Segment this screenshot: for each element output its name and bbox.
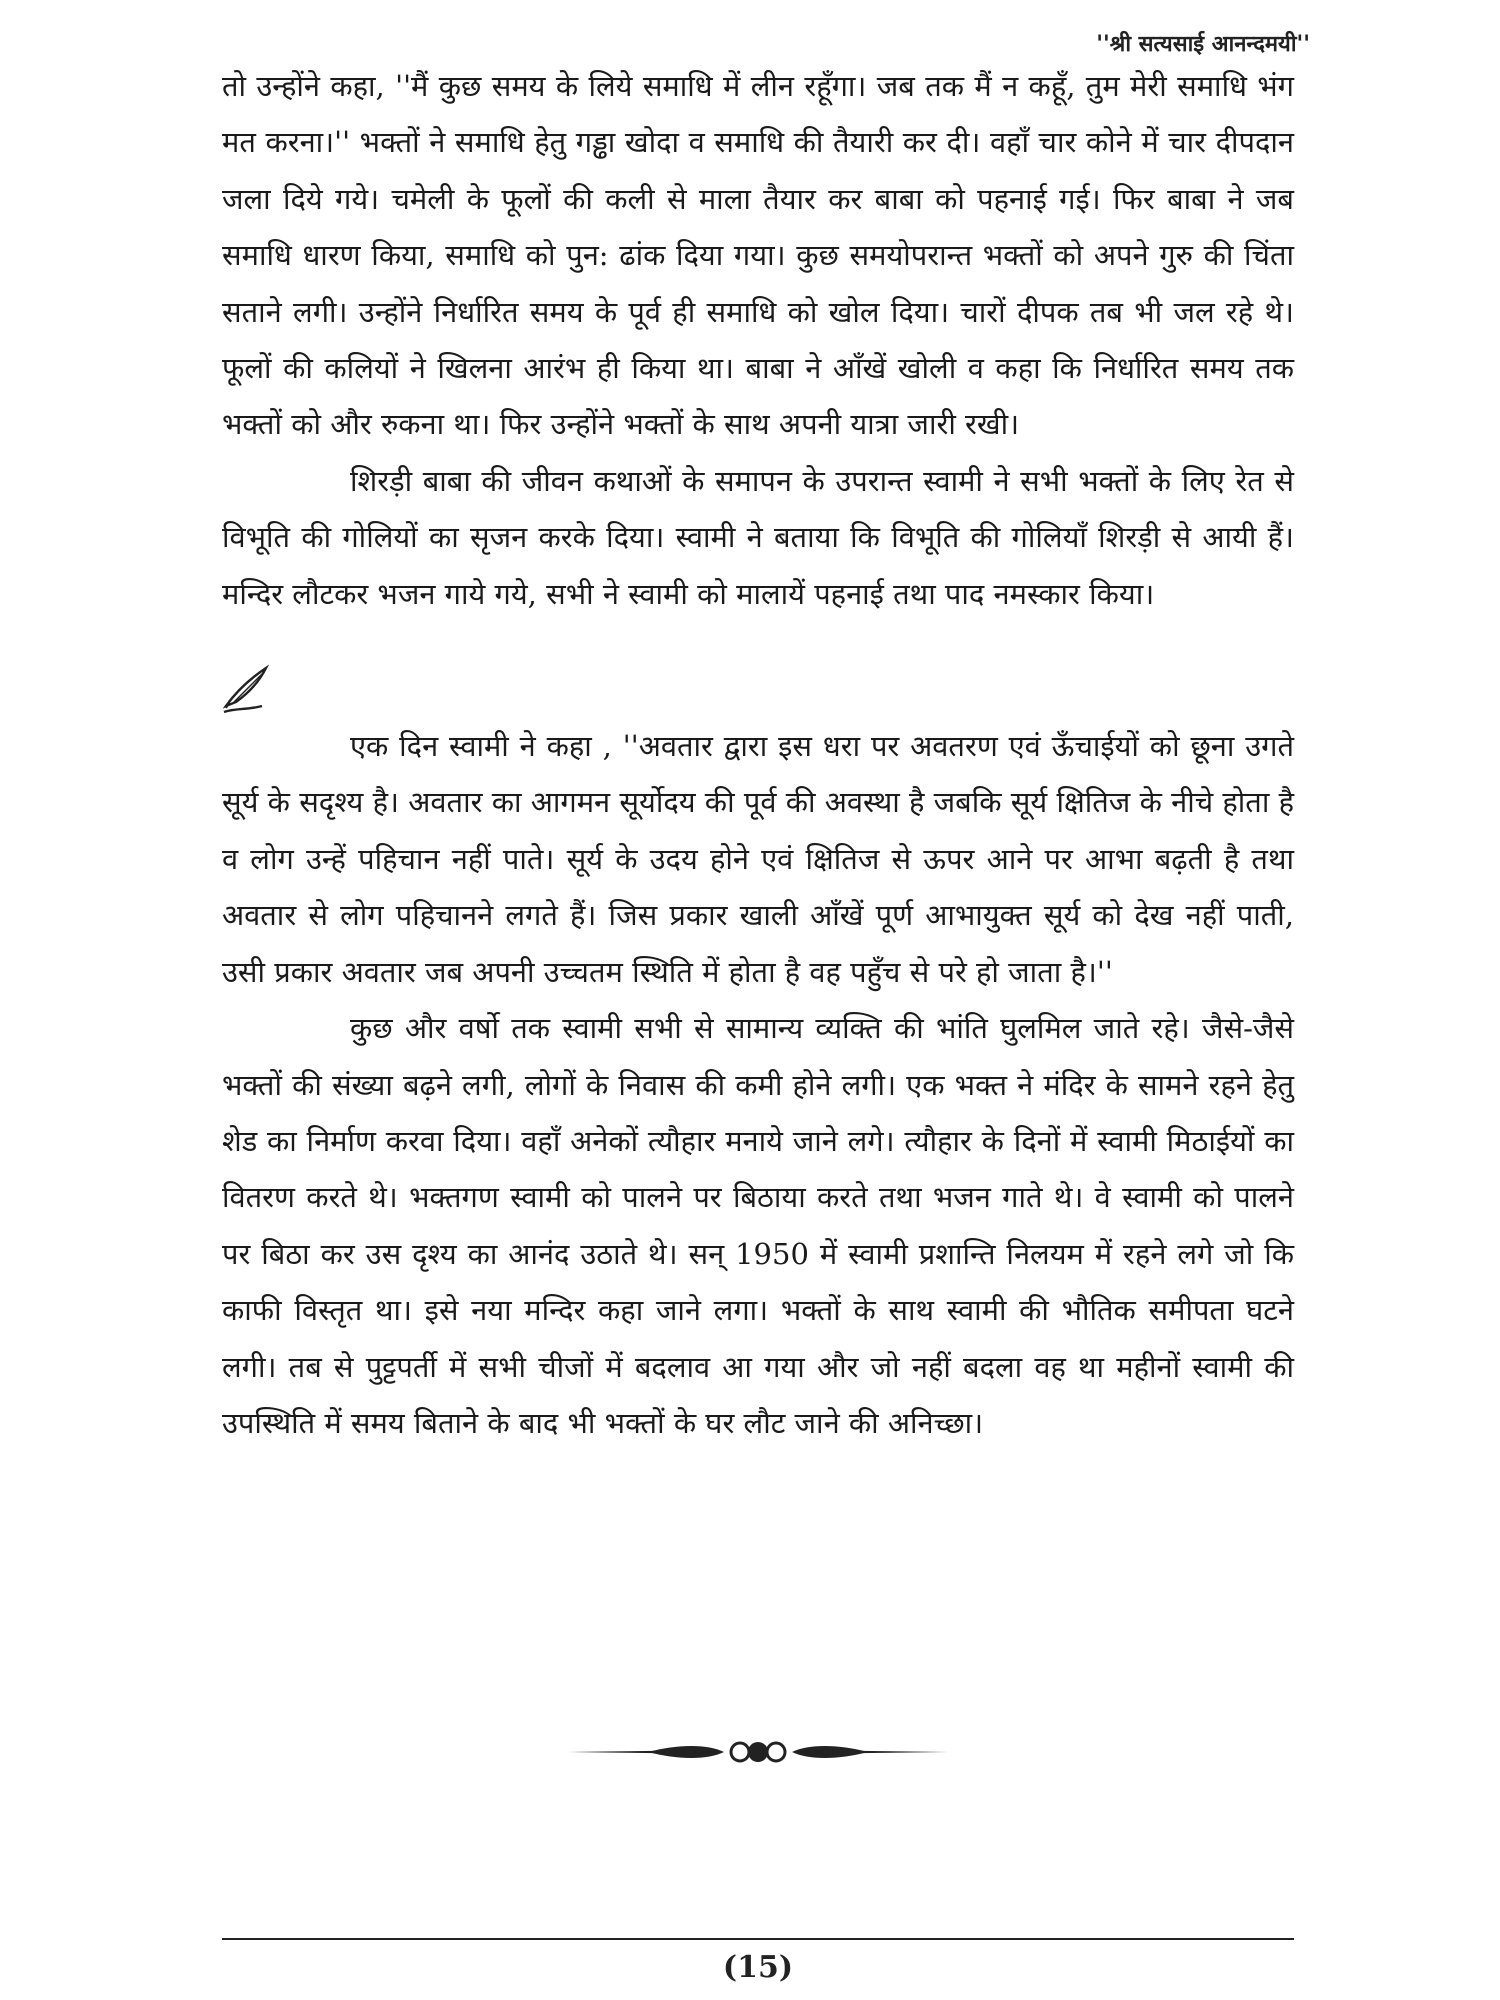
page-body <box>222 58 1294 1451</box>
running-title: ''श्री सत्यसाई आनन्दमयी'' <box>1096 31 1310 57</box>
ornamental-divider <box>568 1734 948 1770</box>
paragraph-samadhi: तो उन्होंने कहा, ''मैं कुछ समय के लिये समाधि में लीन रहूँगा। जब तक मैं न कहूँ, तुम मेरी समाधि भंग मत करना।'' भक्तों ने समाधि हेतु गड्ढा खोदा व समाधि की तैयारी कर दी। वहाँ चार कोने में चार दीपदान जला दिये गये। चमेली के फूलों की कली से माला तैयार कर बाबा को पहनाई गई। फिर बाबा ने जब समाधि धारण किया, समाधि को पुन: ढांक दिया गया। कुछ समयोपरान्त भक्तों को अपने गुरु की चिंता सताने लगी। उन्होंने निर्धारित समय के पूर्व ही समाधि को खोल दिया। चारों दीपक तब भी जल रहे थे। फूलों की कलियों ने खिलना आरंभ ही किया था। बाबा ने आँखें खोली व कहा कि निर्धारित समय तक भक्तों को और रुकना था। फिर उन्होंने भक्तों के साथ अपनी यात्रा जारी रखी। <box>222 69 1294 442</box>
paragraph-vibhuti: शिरड़ी बाबा की जीवन कथाओं के समापन के उपरान्त स्वामी ने सभी भक्तों के लिए रेत से विभूति की गोलियों का सृजन करके दिया। स्वामी ने बताया कि विभूति की गोलियाँ शिरड़ी से आयी हैं। मन्दिर लौटकर भजन गाये गये, सभी ने स्वामी को मालायें पहनाई तथा पाद नमस्कार किया। <box>222 463 1294 611</box>
page-number: (15) <box>722 1950 794 1985</box>
quill-pen-icon <box>222 662 270 718</box>
footer-rule <box>222 1938 1294 1940</box>
paragraph-avatar: एक दिन स्वामी ने कहा , ''अवतार द्वारा इस धरा पर अवतरण एवं ऊँचाईयों को छूना उगते सूर्य के सदृश्य है। अवतार का आगमन सूर्योदय की पूर्व की अवस्था है जबकि सूर्य क्षितिज के नीचे होता है व लोग उन्हें पहिचान नहीं पाते। सूर्य के उदय होने एवं क्षितिज से ऊपर आने पर आभा बढ़ती है तथा अवतार से लोग पहिचानने लगते हैं। जिस प्रकार खाली आँखें पूर्ण आभायुक्त सूर्य को देख नहीं पाती, उसी प्रकार अवतार जब अपनी उच्चतम स्थिति में होता है वह पहुँच से परे हो जाता है।'' <box>222 729 1294 989</box>
paragraph-puttaparthi: कुछ और वर्षो तक स्वामी सभी से सामान्य व्यक्ति की भांति घुलमिल जाते रहे। जैसे-जैसे भक्तों की संख्या बढ़ने लगी, लोगों के निवास की कमी होने लगी। एक भक्त ने मंदिर के सामने रहने हेतु शेड का निर्माण करवा दिया। वहाँ अनेकों त्यौहार मनाये जाने लगे। त्यौहार के दिनों में स्वामी मिठाईयों का वितरण करते थे। भक्तगण स्वामी को पालने पर बिठाया करते तथा भजन गाते थे। वे स्वामी को पालने पर बिठा कर उस दृश्य का आनंद उठाते थे। सन् 1950 में स्वामी प्रशान्ति निलयम में रहने लगे जो कि काफी विस्तृत था। इसे नया मन्दिर कहा जाने लगा। भक्तों के साथ स्वामी की भौतिक समीपता घटने लगी। तब से पुट्टपर्ती में सभी चीजों में बदलाव आ गया और जो नहीं बदला वह था महीनों स्वामी की उपस्थिति में समय बिताने के बाद भी भक्तों के घर लौट जाने की अनिच्छा। <box>222 1011 1294 1440</box>
